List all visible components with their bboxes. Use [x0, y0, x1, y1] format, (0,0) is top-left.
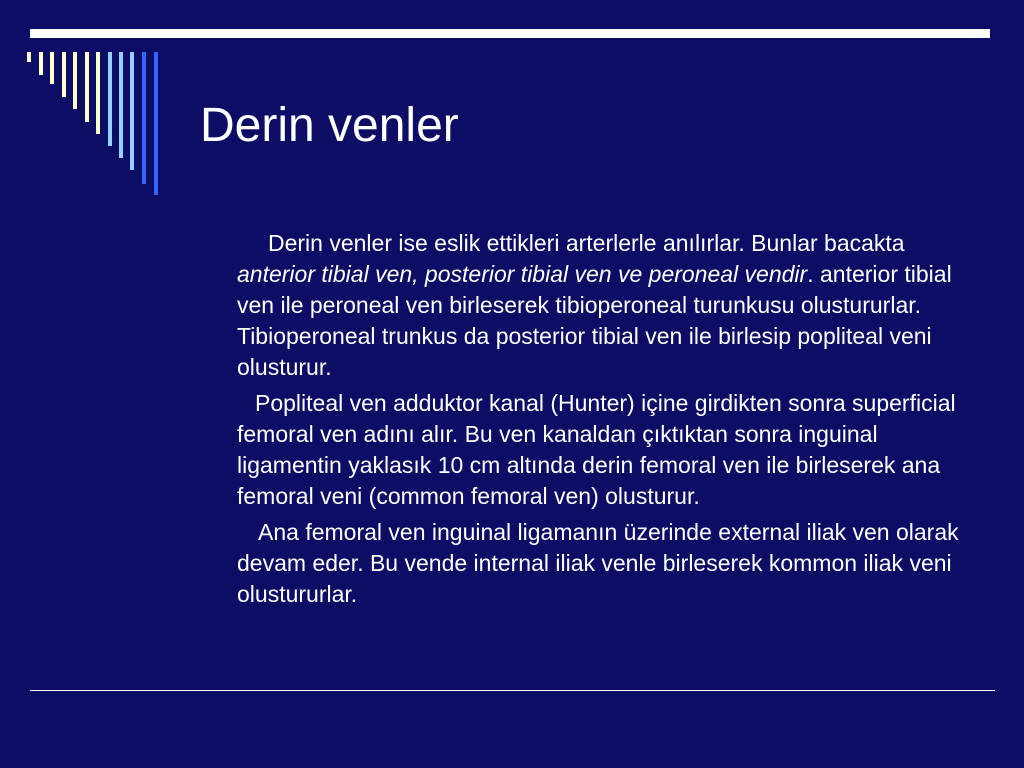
stripe-6: [85, 52, 89, 122]
stripe-3: [50, 52, 54, 84]
paragraph-1-text-b: . anterior tibial ven ile peroneal ven birleserek tibioperoneal turunkusu olustururlar. Tibioperoneal trunkus da posterior tibial ven ile birlesip popliteal veni olusturur.: [237, 261, 952, 380]
stripe-11: [142, 52, 146, 184]
slide-body: [237, 228, 967, 615]
paragraph-3-text: Ana femoral ven inguinal ligamanın üzerinde external iliak ven olarak devam eder. Bu vende internal iliak venle birleserek kommon iliak veni olustururlar.: [237, 519, 959, 607]
paragraph-3: [237, 517, 967, 610]
stripe-12: [154, 52, 158, 195]
stripe-8: [108, 52, 112, 146]
paragraph-1: [237, 228, 967, 383]
top-rule: [30, 29, 990, 38]
stripe-4: [62, 52, 66, 97]
stripe-10: [130, 52, 134, 170]
paragraph-2: [237, 388, 967, 512]
bottom-rule: [30, 690, 995, 691]
paragraph-1-italic: anterior tibial ven, posterior tibial ven ve peroneal vendir: [237, 261, 808, 287]
stripe-2: [39, 52, 43, 75]
stripe-5: [73, 52, 77, 109]
stripe-7: [96, 52, 100, 134]
paragraph-1-text-a: Derin venler ise eslik ettikleri arterlerle anılırlar. Bunlar bacakta: [268, 230, 905, 256]
slide-title: Derin venler: [200, 99, 459, 152]
paragraph-2-text: Popliteal ven adduktor kanal (Hunter) içine girdikten sonra superficial femoral ven adını alır. Bu ven kanaldan çıktıktan sonra inguinal ligamentin yaklasık 10 cm altında derin femoral ven ile birleserek ana femoral veni (common femoral ven) olusturur.: [237, 390, 956, 509]
stripe-9: [119, 52, 123, 158]
stripe-1: [27, 52, 31, 62]
